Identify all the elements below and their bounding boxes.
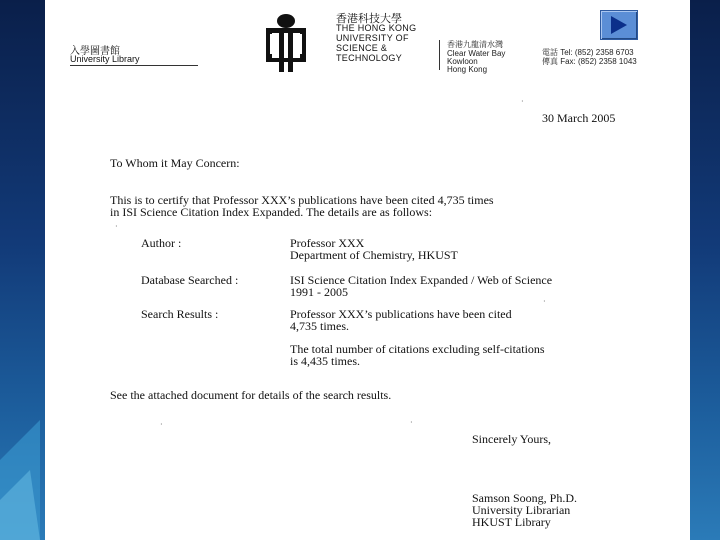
salutation: To Whom it May Concern: <box>110 156 240 170</box>
scan-speck: · <box>543 297 546 306</box>
letter-date: 30 March 2005 <box>542 111 616 125</box>
next-slide-button[interactable] <box>600 10 638 40</box>
signatory-name: Samson Soong, Ph.D. <box>472 491 578 505</box>
database-value-2: 1991 - 2005 <box>290 285 348 299</box>
results-value-4: is 4,435 times. <box>290 354 361 368</box>
scan-speck: · <box>410 418 413 427</box>
university-name-line3: SCIENCE & <box>336 43 388 53</box>
address-line2: Kowloon <box>447 57 478 66</box>
results-label: Search Results : <box>141 307 219 321</box>
university-name-cn: 香港科技大學 <box>336 13 402 25</box>
author-value-2: Department of Chemistry, HKUST <box>290 248 458 262</box>
intro-line-2: in ISI Science Citation Index Expanded. The details are as follows: <box>110 205 433 219</box>
library-name-en: University Library <box>70 54 140 64</box>
results-value-2: 4,735 times. <box>290 319 349 333</box>
database-label: Database Searched : <box>141 273 239 287</box>
results-value-3: The total number of citations excluding self-citations <box>290 342 545 356</box>
fax-number: 傳真 Fax: (852) 2358 1043 <box>542 57 637 66</box>
author-value-1: Professor XXX <box>290 236 365 250</box>
author-label: Author : <box>141 236 182 250</box>
address-cn: 香港九龍清水灣 <box>447 40 503 49</box>
results-value-1: Professor XXX’s publications have been cited <box>290 307 512 321</box>
background-decoration <box>0 420 40 540</box>
header-underline <box>70 65 198 66</box>
intro-line-1: This is to certify that Professor XXX’s publications have been cited 4,735 times <box>110 193 494 207</box>
hkust-crest-icon <box>258 12 314 74</box>
phone-number: 電話 Tel: (852) 2358 6703 <box>542 48 634 57</box>
university-name-line2: UNIVERSITY OF <box>336 33 409 43</box>
library-name-cn: 入學圖書館 <box>70 46 120 57</box>
signatory-title: University Librarian <box>472 503 571 517</box>
scan-speck: · <box>521 97 524 106</box>
header-divider <box>439 40 440 70</box>
closing-note: See the attached document for details of the search results. <box>110 388 392 402</box>
database-value-1: ISI Science Citation Index Expanded / Web of Science <box>290 273 553 287</box>
address-line3: Hong Kong <box>447 65 488 74</box>
signatory-organization: HKUST Library <box>472 515 551 529</box>
scan-speck: · <box>115 222 118 231</box>
play-triangle-icon <box>609 15 629 35</box>
letter-page <box>45 0 690 540</box>
scan-speck: · <box>160 420 163 429</box>
university-name-line1: THE HONG KONG <box>336 23 417 33</box>
address-line1: Clear Water Bay <box>447 49 506 58</box>
signoff: Sincerely Yours, <box>472 432 552 446</box>
university-name-line4: TECHNOLOGY <box>336 53 403 63</box>
